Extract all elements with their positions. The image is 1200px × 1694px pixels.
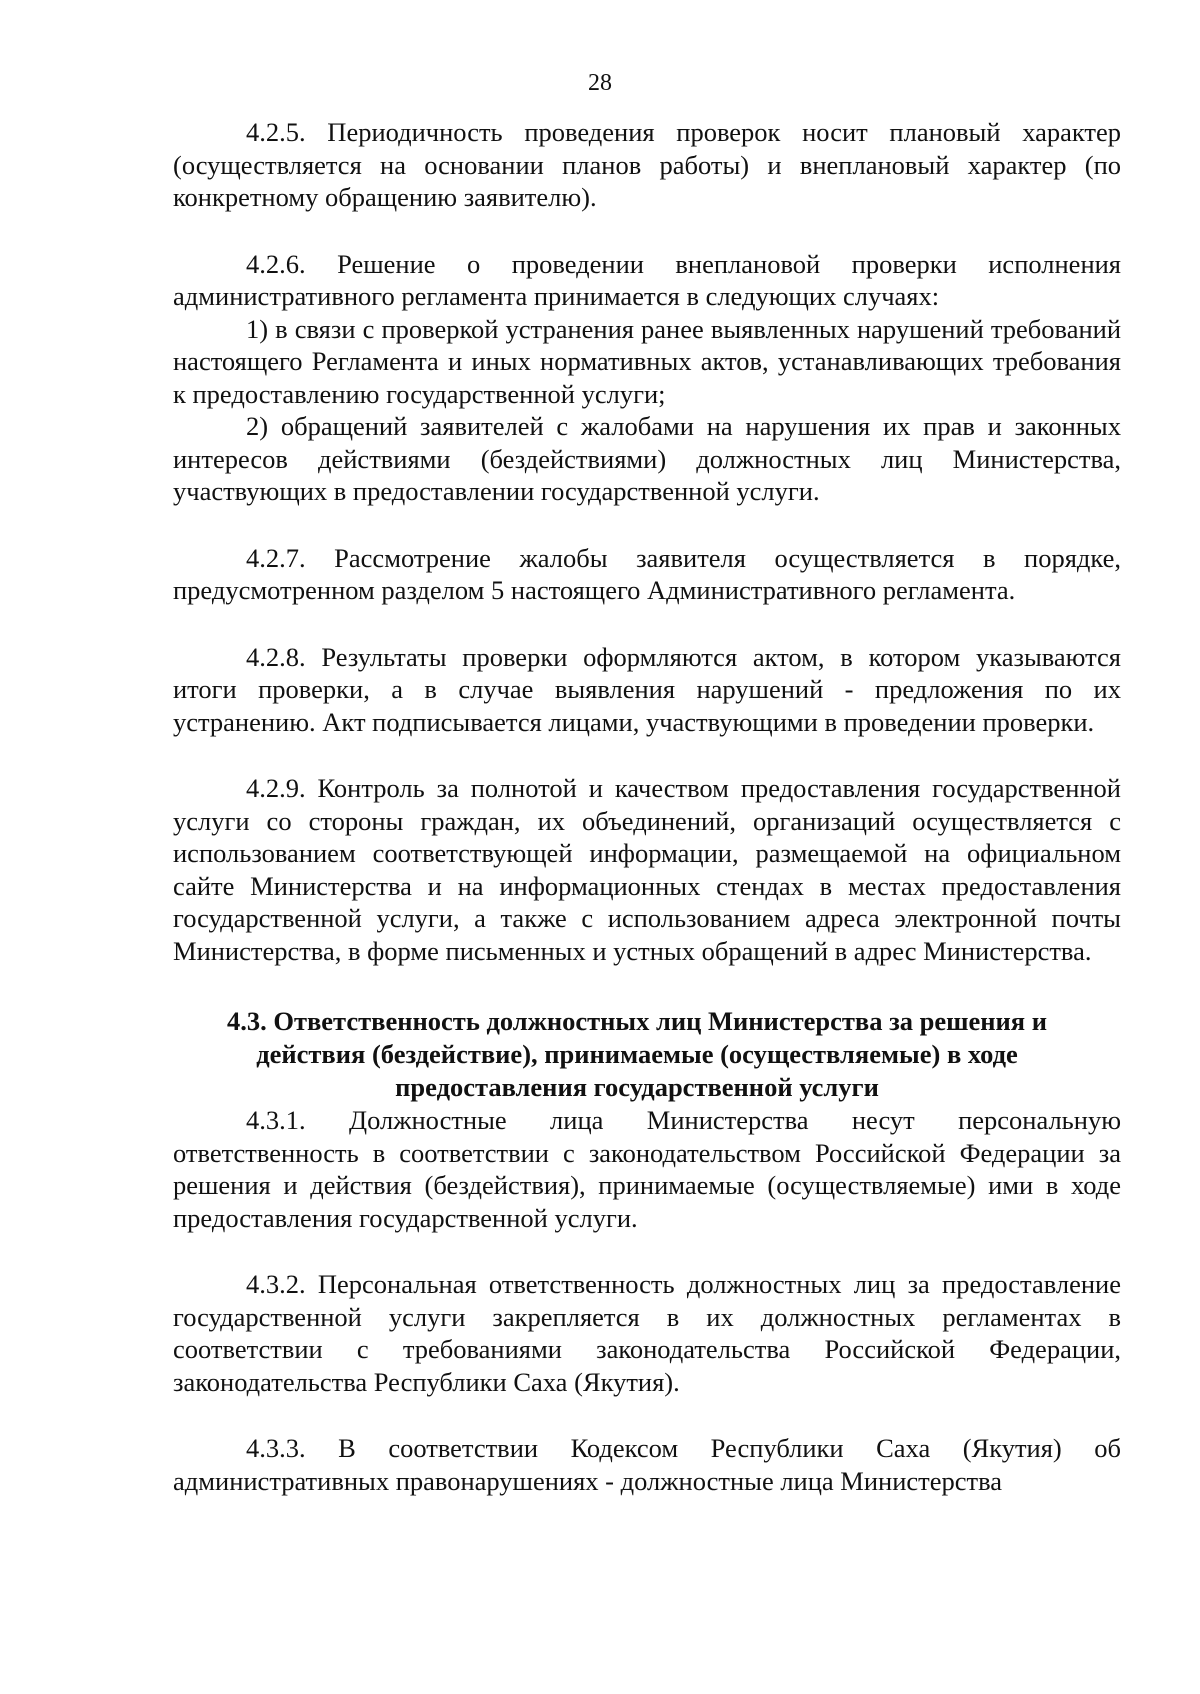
paragraph-4-3-2: 4.3.2. Персональная ответственность должностных лиц за предоставление государственной услуги закрепляется в их должностных регламентах в соответствии с требованиями законодательства Российской Федерации, законодательства Республики Саха (Якутия).	[173, 1269, 1121, 1397]
page-number: 28	[588, 70, 612, 96]
list-item-4-2-6-2: 2) обращений заявителей с жалобами на нарушения их прав и законных интересов действиями (бездействиями) должностных лиц Министерства, участвующих в предоставлении государственной услуги.	[173, 411, 1121, 506]
document-body	[173, 116, 1121, 1497]
paragraph-4-3-1: 4.3.1. Должностные лица Министерства несут персональную ответственность в соответствии с законодательством Российской Федерации за решения и действия (бездействия), принимаемые (осуществляемые) ими в ходе предоставления государственной услуги.	[173, 1105, 1121, 1233]
section-heading-line: предоставления государственной услуги	[395, 1072, 879, 1102]
section-heading-line: действия (бездействие), принимаемые (осуществляемые) в ходе	[256, 1039, 1018, 1069]
paragraph-4-2-7: 4.2.7. Рассмотрение жалобы заявителя осуществляется в порядке, предусмотренном разделом 5 настоящего Административного регламента.	[173, 542, 1121, 605]
paragraph-4-2-6: 4.2.6. Решение о проведении внеплановой проверки исполнения административного регламента принимается в следующих случаях:	[173, 248, 1121, 311]
paragraph-4-2-5: 4.2.5. Периодичность проведения проверок носит плановый характер (осуществляется на основании планов работы) и внеплановый характер (по конкретному обращению заявителю).	[173, 117, 1121, 212]
section-heading-line: 4.3. Ответственность должностных лиц Министерства за решения и	[226, 1006, 1047, 1036]
section-heading-4-3	[173, 1005, 1121, 1104]
list-item-4-2-6-1: 1) в связи с проверкой устранения ранее выявленных нарушений требований настоящего Регламента и иных нормативных актов, устанавливающих требования к предоставлению государственной услуги;	[173, 313, 1121, 409]
paragraph-4-2-8: 4.2.8. Результаты проверки оформляются актом, в котором указываются итоги проверки, а в случае выявления нарушений - предложения по их устранению. Акт подписывается лицами, участвующими в проведении проверки.	[173, 641, 1121, 737]
paragraph-4-2-9: 4.2.9. Контроль за полнотой и качеством предоставления государственной услуги со стороны граждан, их объединений, организаций осуществляется с использованием соответствующей информации, размещаемой на официальном сайте Министерства и на информационных стендах в местах предоставления государственной услуги, а также с использованием адреса электронной почты Министерства, в форме письменных и устных обращений в адрес Министерства.	[173, 773, 1121, 966]
paragraph-4-3-3: 4.3.3. В соответствии Кодексом Республики Саха (Якутия) об административных правонарушениях - должностные лица Министерства	[173, 1433, 1121, 1496]
